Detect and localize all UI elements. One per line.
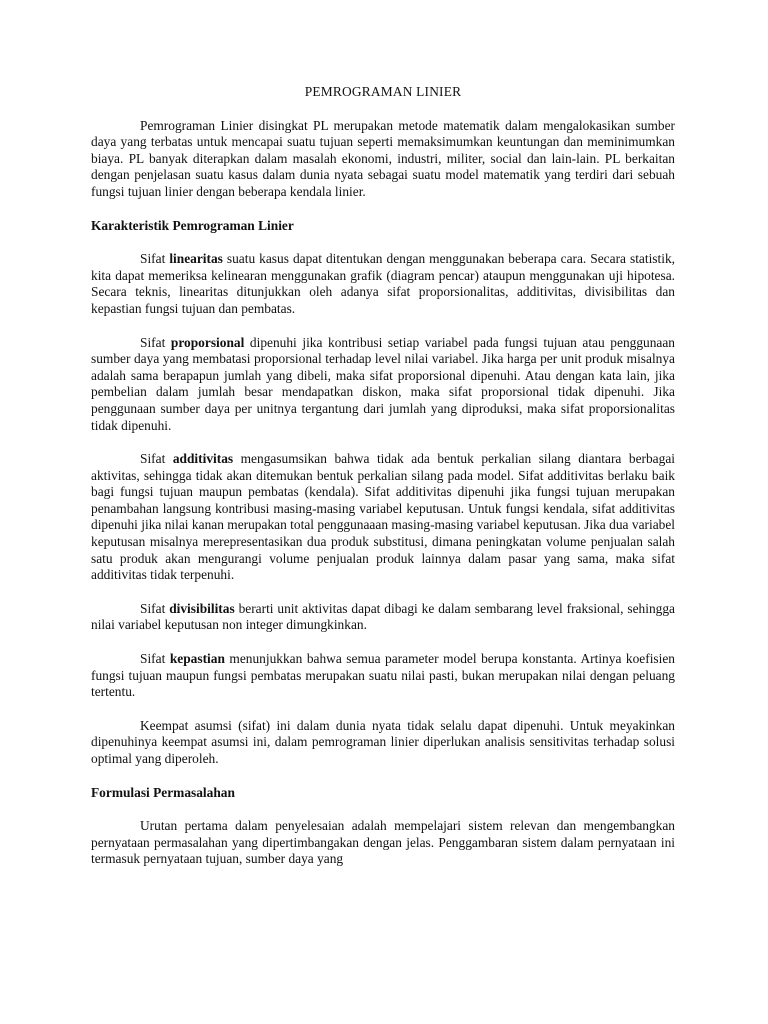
term-divisibilitas: divisibilitas	[169, 600, 235, 616]
term-additivitas: additivitas	[172, 451, 234, 467]
paragraph-kepastian	[91, 651, 675, 701]
paragraph-lead: Sifat	[140, 600, 170, 616]
section-heading-formulasi: Formulasi Permasalahan	[91, 784, 235, 800]
paragraph-body: mengasumsikan bahwa tidak ada bentuk perkalian silang diantara berbagai aktivitas, sehingga tidak akan ditemukan bentuk perkalian silang pada model. Sifat additivitas berlaku baik bagi fungsi tujuan maupun pembatas (kendala). Sifat additivitas dipenuhi jika fungsi tujuan merupakan penambahan langsung kontribusi masing-masing variabel keputusan. Untuk fungsi kendala, sifat additivitas dipenuhi jika nilai kanan merupakan total penggunaaan masing-masing variabel keputusan. Jika dua variabel keputusan misalnya merepresentasikan dua produk substitusi, dimana peningkatan volume penjualan salah satu produk akan mengurangi volume penjualan produk lainnya dalam pasar yang sama, maka sifat additivitas tidak terpenuhi.	[91, 451, 675, 583]
term-kepastian: kepastian	[169, 651, 225, 667]
paragraph-lead: Sifat	[140, 451, 173, 467]
paragraph-lead: Sifat	[140, 251, 170, 267]
paragraph-proporsional	[91, 335, 675, 435]
paragraph-body: suatu kasus dapat ditentukan dengan menggunakan beberapa cara. Secara statistik, kita dapat memeriksa kelinearan menggunakan grafik (diagram pencar) ataupun menggunakan uji hipotesa. Secara teknis, linearitas ditunjukkan oleh adanya sifat proporsionalitas, additivitas, divisibilitas dan kepastian fungsi tujuan dan pembatas.	[91, 251, 675, 316]
document-title: PEMROGRAMAN LINIER	[304, 84, 462, 99]
paragraph-lead: Sifat	[140, 651, 170, 667]
intro-paragraph: Pemrograman Linier disingkat PL merupakan metode matematik dalam mengalokasikan sumber daya yang terbatas untuk mencapai suatu tujuan seperti memaksimumkan keuntungan dan meminimumkan biaya. PL banyak diterapkan dalam masalah ekonomi, industri, militer, social dan lain-lain. PL berkaitan dengan penjelasan suatu kasus dalam dunia nyata sebagai suatu model matematik yang terdiri dari sebuah fungsi tujuan linier dengan beberapa kendala linier.	[91, 117, 675, 199]
paragraph-lead: Sifat	[140, 334, 171, 350]
paragraph-additivitas	[91, 451, 675, 584]
term-linearitas: linearitas	[169, 251, 223, 267]
section-heading-karakteristik: Karakteristik Pemrograman Linier	[91, 217, 294, 233]
paragraph-asumsi: Keempat asumsi (sifat) ini dalam dunia nyata tidak selalu dapat dipenuhi. Untuk meyakinkan dipenuhinya keempat asumsi ini, dalam pemrograman linier diperlukan analisis sensitivitas terhadap solusi optimal yang diperoleh.	[91, 717, 675, 766]
term-proporsional: proporsional	[170, 334, 245, 350]
paragraph-body: menunjukkan bahwa semua parameter model berupa konstanta. Artinya koefisien fungsi tujuan maupun fungsi pembatas merupakan suatu nilai pasti, bukan merupakan nilai dengan peluang tertentu.	[91, 651, 675, 700]
paragraph-divisibilitas	[91, 601, 675, 634]
document-page	[91, 84, 675, 885]
paragraph-body: berarti unit aktivitas dapat dibagi ke dalam sembarang level fraksional, sehingga nilai variabel keputusan non integer dimungkinkan.	[91, 600, 675, 633]
paragraph-formulasi: Urutan pertama dalam penyelesaian adalah mempelajari sistem relevan dan mengembangkan pernyataan permasalahan yang dipertimbangakan dengan jelas. Penggambaran sistem dalam pernyataan ini termasuk pernyataan tujuan, sumber daya yang	[91, 818, 675, 867]
paragraph-linearitas	[91, 251, 675, 317]
paragraph-body: dipenuhi jika kontribusi setiap variabel pada fungsi tujuan atau penggunaan sumber daya yang membatasi proporsional terhadap level nilai variabel. Jika harga per unit produk misalnya adalah sama berapapun jumlah yang dibeli, maka sifat proporsional dipenuhi. Atau dengan kata lain, jika pembelian dalam jumlah besar mendapatkan diskon, maka sifat proporsional tidak dipenuhi. Jika penggunaan sumber daya per unitnya tergantung dari jumlah yang diproduksi, maka sifat proporsionalitas tidak dipenuhi.	[91, 334, 676, 433]
